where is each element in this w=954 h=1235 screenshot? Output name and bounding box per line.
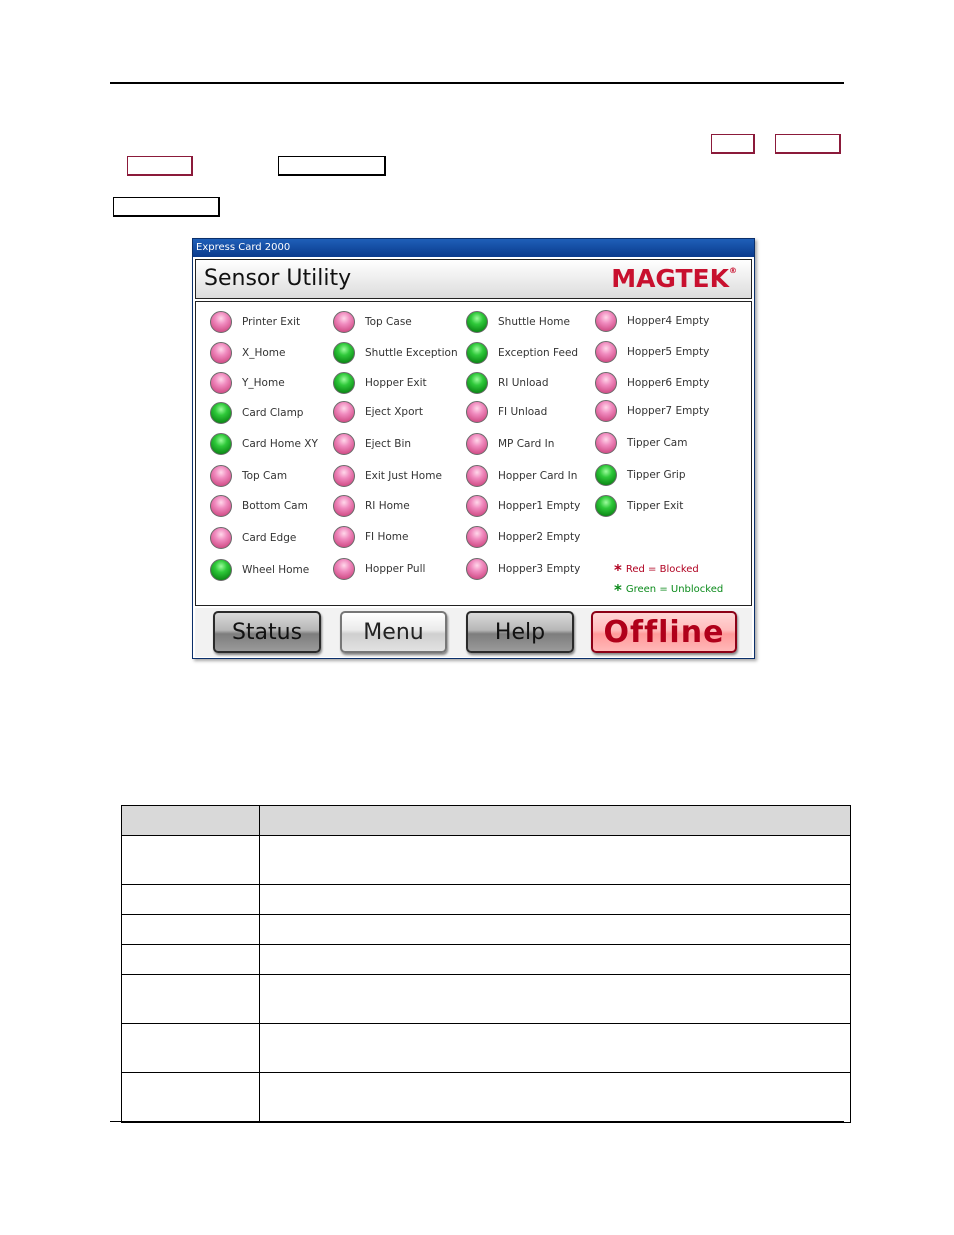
sensor-label: Exit Just Home [365, 470, 442, 482]
footer-rule [110, 1121, 844, 1122]
sensor-hopper5-empty [595, 340, 709, 364]
sensor-label: X_Home [242, 347, 286, 359]
sensor-label: Hopper Pull [365, 563, 426, 575]
sensor-tipper-grip [595, 463, 686, 487]
sensor-top-case [333, 310, 412, 334]
sensor-exception-feed [466, 341, 578, 365]
table-row [121, 945, 851, 975]
sensor-top-cam [210, 464, 287, 488]
sensor-status-icon [210, 372, 232, 394]
menu-button[interactable]: Menu [340, 611, 447, 653]
sensor-status-icon [333, 311, 355, 333]
sensor-fi-home [333, 525, 408, 549]
sensor-status-icon [595, 341, 617, 363]
sensor-y-home [210, 371, 285, 395]
sensor-status-icon [595, 400, 617, 422]
sensor-label: Top Case [365, 316, 412, 328]
sensor-label: Card Edge [242, 532, 297, 544]
sensor-card-home-xy [210, 432, 318, 456]
status-button[interactable]: Status [213, 611, 321, 653]
sensor-label: Card Clamp [242, 407, 304, 419]
legend-red-text: Red = Blocked [625, 564, 699, 575]
sensor-status-icon [210, 311, 232, 333]
sensor-mp-card-in [466, 432, 554, 456]
sensor-status-icon [595, 372, 617, 394]
sensor-status-icon [333, 558, 355, 580]
sensor-label: Hopper5 Empty [627, 346, 710, 358]
sensor-fi-unload [466, 400, 547, 424]
table-row [121, 1024, 851, 1073]
sensor-status-icon [210, 527, 232, 549]
sensor-hopper-pull [333, 557, 425, 581]
sensor-status-icon [466, 433, 488, 455]
sensor-status-icon [595, 310, 617, 332]
sensor-label: Tipper Exit [627, 500, 684, 512]
sensor-label: Shuttle Exception [365, 347, 458, 359]
sensor-panel [195, 301, 752, 606]
sensor-ri-home [333, 494, 410, 518]
magtek-logo: MAGTEK® [611, 264, 737, 293]
sensor-label: Hopper3 Empty [498, 563, 581, 575]
sensor-label: Card Home XY [242, 438, 318, 450]
sensor-label: Eject Xport [365, 406, 423, 418]
sensor-label: Hopper Card In [498, 470, 578, 482]
sensor-label: Hopper6 Empty [627, 377, 710, 389]
sensor-label: MP Card In [498, 438, 555, 450]
sensor-status-icon [210, 465, 232, 487]
sensor-ri-unload [466, 371, 549, 395]
table-row [121, 1073, 851, 1123]
sensor-status-icon [210, 402, 232, 424]
sensor-card-clamp [210, 401, 303, 425]
sensor-label: Hopper2 Empty [498, 531, 581, 543]
table-row [121, 975, 851, 1024]
table-row [121, 885, 851, 915]
sensor-label: Wheel Home [242, 564, 310, 576]
sensor-label: FI Home [365, 531, 409, 543]
sensor-label: Hopper4 Empty [627, 315, 710, 327]
highlight-box [113, 197, 220, 217]
highlight-box [711, 134, 755, 154]
sensor-hopper2-empty [466, 525, 580, 549]
sensor-card-edge [210, 526, 296, 550]
table-row [121, 915, 851, 945]
sensor-status-icon [466, 342, 488, 364]
table-row [121, 836, 851, 885]
sensor-status-icon [210, 495, 232, 517]
sensor-status-icon [333, 526, 355, 548]
sensor-label: FI Unload [498, 406, 548, 418]
sensor-status-icon [595, 432, 617, 454]
sensor-label: Hopper Exit [365, 377, 427, 389]
sensor-label: Bottom Cam [242, 500, 308, 512]
sensor-label: Tipper Grip [627, 469, 686, 481]
sensor-label: Tipper Cam [627, 437, 688, 449]
sensor-shuttle-home [466, 310, 570, 334]
sensor-label: Hopper7 Empty [627, 405, 710, 417]
page-title: Sensor Utility [204, 266, 352, 291]
legend-unblocked [614, 578, 724, 599]
legend-blocked [614, 558, 699, 579]
sensor-status-icon [466, 495, 488, 517]
sensor-eject-xport [333, 400, 423, 424]
sensor-status-icon [333, 465, 355, 487]
sensor-status-icon [210, 433, 232, 455]
sensor-exit-just-home [333, 464, 442, 488]
sensor-label: Eject Bin [365, 438, 412, 450]
window-titlebar[interactable]: Express Card 2000 [193, 239, 754, 257]
button-bar [195, 608, 752, 657]
sensor-label: Top Cam [242, 470, 288, 482]
sensor-status-icon [466, 372, 488, 394]
sensor-utility-window [192, 238, 755, 659]
sensor-status-icon [333, 372, 355, 394]
sensor-status-icon [595, 495, 617, 517]
sensor-status-icon [466, 558, 488, 580]
sensor-status-icon [466, 401, 488, 423]
highlight-box [775, 134, 841, 154]
header-rule [110, 82, 844, 84]
sensor-printer-exit [210, 310, 300, 334]
sensor-hopper3-empty [466, 557, 580, 581]
table-header-row [121, 805, 851, 836]
sensor-hopper1-empty [466, 494, 580, 518]
sensor-label: Y_Home [242, 377, 285, 389]
sensor-status-icon [595, 464, 617, 486]
sensor-wheel-home [210, 558, 309, 582]
legend-red-star: * [614, 561, 622, 579]
sensor-hopper6-empty [595, 371, 709, 395]
sensor-status-icon [333, 433, 355, 455]
highlight-box [278, 156, 386, 176]
sensor-label: Hopper1 Empty [498, 500, 581, 512]
app-header [195, 259, 752, 299]
sensor-status-icon [210, 342, 232, 364]
sensor-hopper-card-in [466, 464, 577, 488]
legend-green-text: Green = Unblocked [625, 584, 724, 595]
sensor-x-home [210, 341, 285, 365]
sensor-eject-bin [333, 432, 411, 456]
sensor-tipper-exit [595, 494, 683, 518]
sensor-label: RI Unload [498, 377, 549, 389]
sensor-label: Exception Feed [498, 347, 579, 359]
legend-green-star: * [614, 581, 622, 599]
sensor-label: RI Home [365, 500, 410, 512]
sensor-shuttle-exception [333, 341, 458, 365]
sensor-status-icon [333, 495, 355, 517]
sensor-hopper4-empty [595, 309, 709, 333]
sensor-status-icon [210, 559, 232, 581]
sensor-status-icon [333, 401, 355, 423]
sensor-tipper-cam [595, 431, 687, 455]
sensor-label: Shuttle Home [498, 316, 570, 328]
sensor-description-table [121, 805, 851, 1123]
sensor-label: Printer Exit [242, 316, 301, 328]
sensor-status-icon [466, 526, 488, 548]
sensor-status-icon [466, 311, 488, 333]
sensor-bottom-cam [210, 494, 308, 518]
sensor-hopper7-empty [595, 399, 709, 423]
sensor-status-icon [333, 342, 355, 364]
sensor-hopper-exit [333, 371, 427, 395]
help-button[interactable]: Help [466, 611, 574, 653]
offline-button[interactable]: Offline [591, 611, 737, 653]
highlight-box [127, 156, 193, 176]
sensor-status-icon [466, 465, 488, 487]
